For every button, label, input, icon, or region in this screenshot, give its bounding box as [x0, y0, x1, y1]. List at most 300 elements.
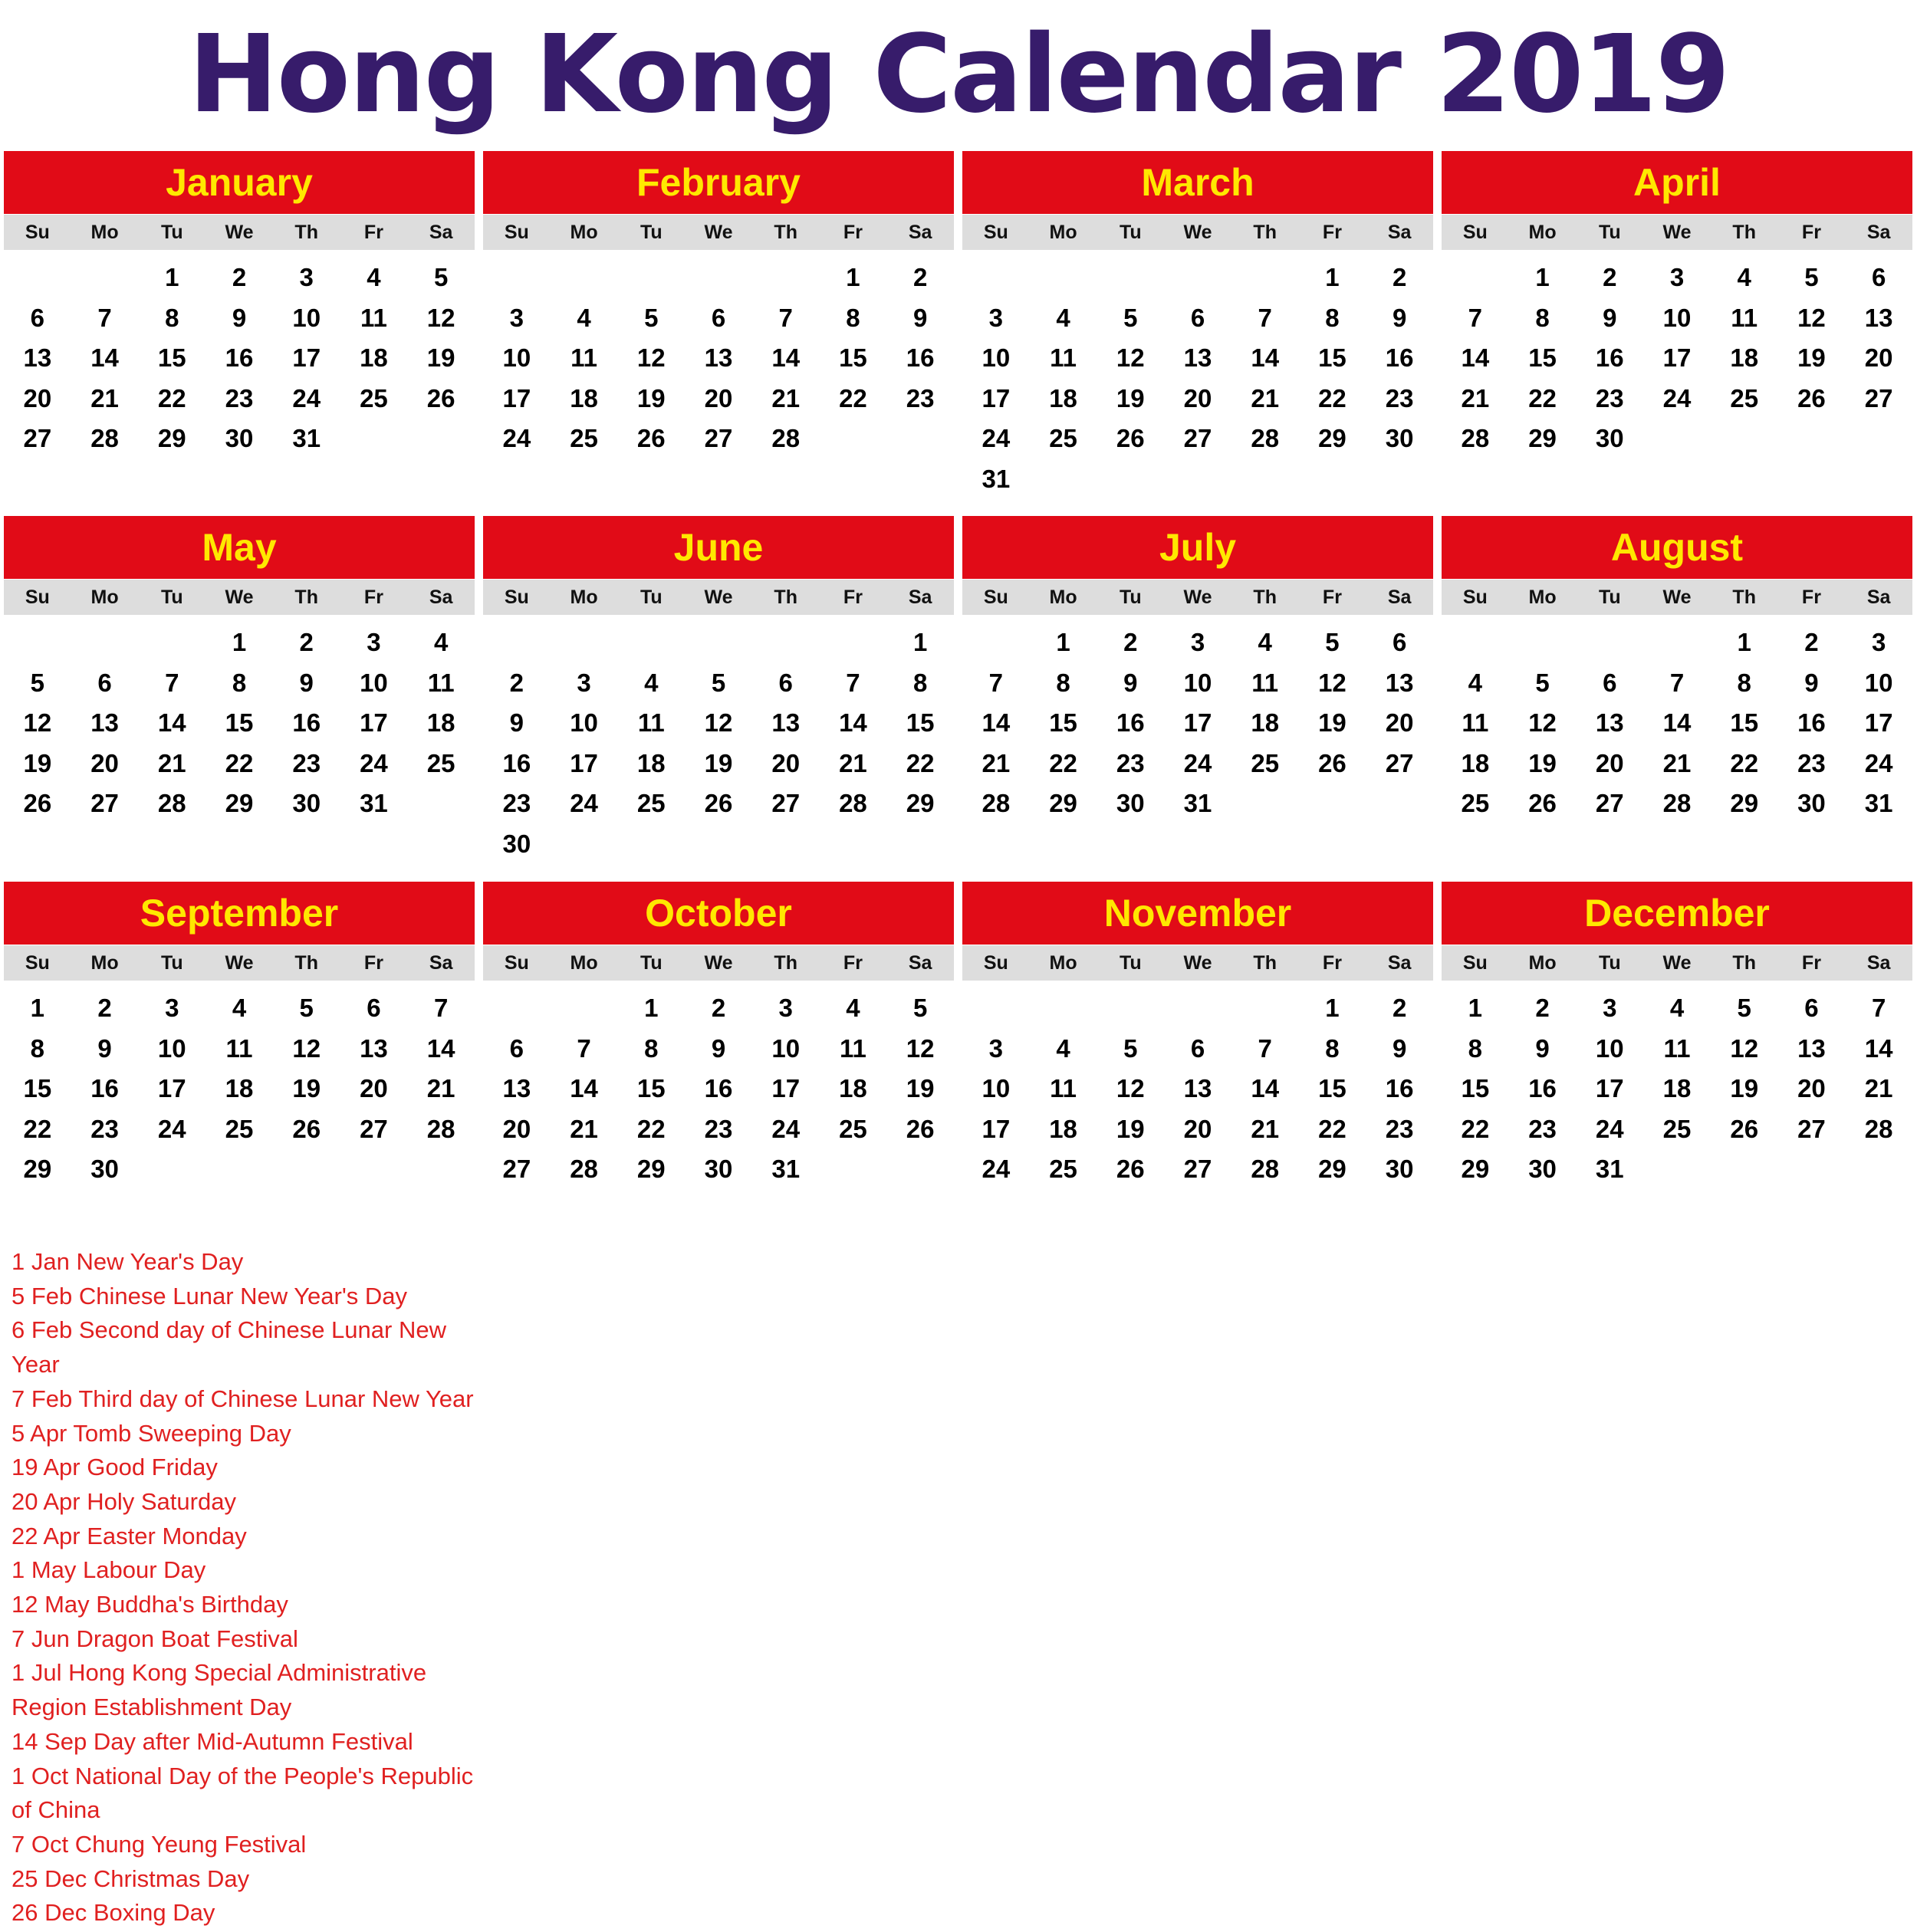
- weekday-label: Sa: [1387, 952, 1412, 974]
- day-cell: 6: [1871, 263, 1886, 291]
- weekday-label: Mo: [1049, 586, 1077, 608]
- day-cell: 13: [1864, 303, 1893, 332]
- month-february: [483, 151, 954, 459]
- day-cell: 30: [502, 829, 531, 858]
- day-cell: 3: [1190, 628, 1205, 656]
- month-april: [1442, 151, 1912, 459]
- day-cell: 3: [367, 628, 381, 656]
- day-cell: 10: [502, 343, 531, 372]
- day-cell: 6: [1190, 303, 1205, 332]
- holiday-item: 1 Jan New Year's Day: [12, 1248, 244, 1275]
- day-cell: 2: [232, 263, 247, 291]
- weekday-label: Tu: [1598, 952, 1621, 974]
- weekday-label: Sa: [429, 586, 453, 608]
- day-cell: 15: [225, 708, 254, 737]
- empty-day-cell: [4, 258, 71, 298]
- day-cell: 9: [1603, 303, 1617, 332]
- weekday-label: Th: [1732, 586, 1756, 608]
- day-cell: 2: [1392, 263, 1407, 291]
- day-cell: 14: [570, 1074, 598, 1102]
- days-grid: [1442, 623, 1912, 824]
- day-cell: 17: [1662, 343, 1692, 372]
- day-cell: 9: [912, 303, 928, 332]
- day-cell: 25: [1662, 1114, 1692, 1143]
- empty-day-cell: [1030, 258, 1097, 298]
- month-march: [962, 151, 1433, 499]
- weekday-label: Sa: [908, 222, 932, 243]
- weekday-row: [4, 215, 475, 250]
- day-cell: 18: [426, 708, 455, 737]
- day-cell: 27: [502, 1155, 531, 1183]
- day-cell: 28: [982, 789, 1011, 817]
- day-cell: 19: [23, 748, 52, 777]
- day-cell: 12: [1116, 343, 1145, 372]
- day-cell: 19: [906, 1074, 935, 1102]
- day-cell: 12: [906, 1033, 935, 1063]
- weekday-label: We: [1662, 952, 1692, 974]
- day-cell: 17: [982, 383, 1011, 412]
- day-cell: 25: [1049, 1155, 1077, 1183]
- day-cell: 25: [839, 1114, 867, 1143]
- day-cell: 12: [1116, 1074, 1145, 1102]
- day-cell: 8: [1056, 668, 1070, 697]
- day-cell: 16: [1595, 343, 1624, 372]
- day-cell: 20: [23, 383, 52, 412]
- days-grid: [4, 988, 475, 1190]
- day-cell: 12: [636, 343, 666, 372]
- day-cell: 13: [1797, 1033, 1826, 1063]
- day-cell: 14: [1251, 343, 1280, 372]
- day-cell: 27: [1183, 424, 1212, 452]
- weekday-row: [962, 945, 1433, 981]
- days-grid: [483, 623, 954, 864]
- weekday-label: Su: [983, 952, 1008, 974]
- day-cell: 29: [636, 1155, 666, 1183]
- weekday-label: Th: [1253, 586, 1277, 608]
- day-cell: 1: [1535, 263, 1550, 291]
- day-cell: 25: [570, 424, 598, 452]
- empty-day-cell: [962, 988, 1030, 1029]
- day-cell: 23: [1385, 383, 1414, 412]
- month-november: [962, 882, 1433, 1190]
- day-cell: 21: [771, 383, 801, 412]
- day-cell: 12: [1730, 1033, 1759, 1063]
- day-cell: 22: [1318, 1114, 1347, 1143]
- empty-day-cell: [483, 258, 551, 298]
- day-cell: 27: [704, 424, 733, 452]
- day-cell: 4: [232, 994, 247, 1022]
- day-cell: 16: [1116, 708, 1145, 737]
- day-cell: 10: [982, 1074, 1011, 1102]
- day-cell: 18: [570, 383, 598, 412]
- days-grid: [962, 623, 1433, 824]
- month-january: [4, 151, 475, 459]
- day-cell: 20: [704, 383, 733, 412]
- day-cell: 4: [644, 668, 659, 697]
- day-cell: 22: [157, 383, 186, 412]
- day-cell: 10: [570, 708, 598, 737]
- day-cell: 1: [165, 263, 179, 291]
- day-cell: 5: [1123, 1033, 1138, 1063]
- month-october: [483, 882, 954, 1190]
- day-cell: 10: [1864, 668, 1893, 697]
- day-cell: 19: [426, 343, 455, 372]
- day-cell: 27: [1595, 789, 1624, 817]
- day-cell: 7: [165, 668, 179, 697]
- month-header: November: [962, 882, 1433, 945]
- holiday-list: [12, 1245, 487, 1930]
- weekday-row: [962, 215, 1433, 250]
- month-august: [1442, 516, 1912, 824]
- month-header: December: [1442, 882, 1912, 945]
- day-cell: 29: [23, 1155, 52, 1183]
- day-cell: 1: [1737, 628, 1751, 656]
- day-cell: 4: [1258, 628, 1272, 656]
- day-cell: 3: [988, 303, 1004, 332]
- weekday-label: Mo: [90, 586, 119, 608]
- day-cell: 3: [1603, 994, 1617, 1022]
- empty-day-cell: [138, 623, 206, 663]
- month-header: October: [483, 882, 954, 945]
- day-cell: 30: [90, 1155, 119, 1183]
- empty-day-cell: [1097, 258, 1164, 298]
- days-grid: [4, 623, 475, 824]
- day-cell: 11: [1663, 1033, 1691, 1063]
- day-cell: 25: [225, 1114, 254, 1143]
- weekday-label: Th: [774, 952, 797, 974]
- month-header: March: [962, 151, 1433, 214]
- day-cell: 21: [570, 1114, 598, 1143]
- month-header: February: [483, 151, 954, 214]
- day-cell: 25: [1730, 383, 1759, 412]
- day-cell: 15: [839, 343, 867, 372]
- day-cell: 29: [157, 424, 186, 452]
- holiday-item: 1 Jul Hong Kong Special Administrative Region Establishment Day: [12, 1659, 427, 1721]
- empty-day-cell: [1231, 258, 1299, 298]
- empty-day-cell: [962, 623, 1030, 663]
- day-cell: 3: [509, 303, 524, 332]
- day-cell: 9: [1535, 1033, 1550, 1063]
- day-cell: 30: [1385, 1155, 1414, 1183]
- holiday-item: 14 Sep Day after Mid-Autumn Festival: [12, 1727, 413, 1755]
- weekday-label: We: [704, 586, 733, 608]
- day-cell: 18: [1049, 1114, 1077, 1143]
- day-cell: 23: [1385, 1114, 1414, 1143]
- weekday-row: [483, 580, 954, 615]
- day-cell: 9: [97, 1033, 112, 1063]
- day-cell: 14: [90, 343, 119, 372]
- day-cell: 17: [1183, 708, 1212, 737]
- day-cell: 30: [292, 789, 321, 817]
- day-cell: 13: [1385, 668, 1414, 697]
- day-cell: 29: [1318, 1155, 1347, 1183]
- day-cell: 2: [1603, 263, 1617, 291]
- day-cell: 18: [225, 1074, 254, 1102]
- empty-day-cell: [1442, 623, 1509, 663]
- day-cell: 30: [1797, 789, 1826, 817]
- weekday-label: Tu: [160, 586, 183, 608]
- empty-day-cell: [1097, 988, 1164, 1029]
- day-cell: 3: [988, 1033, 1004, 1063]
- weekday-label: Mo: [570, 586, 598, 608]
- day-cell: 26: [636, 424, 666, 452]
- day-cell: 24: [1662, 383, 1692, 412]
- day-cell: 19: [1730, 1074, 1759, 1102]
- day-cell: 22: [23, 1114, 52, 1143]
- day-cell: 30: [1385, 424, 1414, 452]
- day-cell: 22: [839, 383, 867, 412]
- day-cell: 18: [839, 1074, 867, 1102]
- day-cell: 25: [360, 383, 388, 412]
- weekday-label: Su: [504, 952, 529, 974]
- day-cell: 17: [1595, 1074, 1624, 1102]
- day-cell: 20: [90, 748, 119, 777]
- weekday-label: Su: [1462, 952, 1488, 974]
- day-cell: 16: [1528, 1074, 1557, 1102]
- day-cell: 11: [225, 1033, 253, 1063]
- day-cell: 17: [1864, 708, 1893, 737]
- day-cell: 23: [1595, 383, 1624, 412]
- day-cell: 9: [1392, 303, 1407, 332]
- day-cell: 6: [509, 1033, 524, 1063]
- day-cell: 29: [1461, 1155, 1490, 1183]
- month-header: May: [4, 516, 475, 579]
- day-cell: 14: [1662, 708, 1692, 737]
- day-cell: 21: [157, 748, 186, 777]
- day-cell: 27: [1864, 383, 1893, 412]
- day-cell: 6: [1603, 668, 1617, 697]
- day-cell: 4: [1669, 994, 1685, 1022]
- day-cell: 22: [1461, 1114, 1490, 1143]
- day-cell: 22: [1528, 383, 1557, 412]
- weekday-row: [962, 580, 1433, 615]
- day-cell: 4: [433, 628, 449, 656]
- day-cell: 18: [1730, 343, 1759, 372]
- weekday-label: Fr: [363, 952, 383, 974]
- weekday-label: Su: [1462, 222, 1488, 243]
- day-cell: 26: [1528, 789, 1557, 817]
- day-cell: 20: [771, 748, 801, 777]
- weekday-row: [483, 945, 954, 981]
- day-cell: 18: [360, 343, 388, 372]
- empty-day-cell: [962, 258, 1030, 298]
- day-cell: 2: [1123, 628, 1138, 656]
- day-cell: 1: [1325, 263, 1340, 291]
- day-cell: 24: [360, 748, 388, 777]
- day-cell: 18: [1662, 1074, 1692, 1102]
- day-cell: 2: [1804, 628, 1819, 656]
- weekday-label: Su: [25, 586, 50, 608]
- day-cell: 22: [1730, 748, 1759, 777]
- day-cell: 25: [636, 789, 666, 817]
- day-cell: 13: [360, 1033, 388, 1063]
- weekday-row: [483, 215, 954, 250]
- day-cell: 11: [637, 708, 665, 737]
- weekday-label: Tu: [1119, 586, 1142, 608]
- empty-day-cell: [820, 623, 887, 663]
- holiday-item: 22 Apr Easter Monday: [12, 1522, 247, 1549]
- day-cell: 12: [292, 1033, 321, 1063]
- weekday-label: Sa: [908, 586, 932, 608]
- empty-day-cell: [617, 623, 685, 663]
- day-cell: 29: [225, 789, 254, 817]
- day-cell: 12: [426, 303, 455, 332]
- day-cell: 29: [906, 789, 935, 817]
- weekday-row: [4, 945, 475, 981]
- holiday-item: 1 Oct National Day of the People's Republic of China: [12, 1762, 474, 1824]
- day-cell: 20: [360, 1074, 388, 1102]
- day-cell: 16: [1385, 1074, 1414, 1102]
- empty-day-cell: [685, 623, 752, 663]
- day-cell: 12: [1318, 668, 1347, 697]
- day-cell: 20: [1595, 748, 1624, 777]
- day-cell: 28: [157, 789, 186, 817]
- day-cell: 28: [771, 424, 801, 452]
- day-cell: 8: [1535, 303, 1550, 332]
- day-cell: 11: [839, 1033, 866, 1063]
- weekday-label: Fr: [1801, 222, 1821, 243]
- day-cell: 27: [23, 424, 52, 452]
- day-cell: 26: [23, 789, 52, 817]
- day-cell: 15: [1318, 343, 1347, 372]
- day-cell: 9: [711, 1033, 726, 1063]
- day-cell: 4: [577, 303, 591, 332]
- weekday-label: Sa: [1866, 222, 1891, 243]
- weekday-label: Fr: [363, 222, 383, 243]
- month-header: January: [4, 151, 475, 214]
- weekday-label: Th: [294, 952, 318, 974]
- holiday-item: 26 Dec Boxing Day: [12, 1899, 215, 1927]
- weekday-label: We: [1183, 222, 1212, 243]
- weekday-label: Fr: [363, 586, 383, 608]
- day-cell: 15: [1730, 708, 1759, 737]
- day-cell: 26: [1730, 1114, 1759, 1143]
- day-cell: 21: [1662, 748, 1692, 777]
- day-cell: 10: [1183, 668, 1212, 697]
- weekday-row: [1442, 580, 1912, 615]
- day-cell: 20: [1183, 1114, 1212, 1143]
- empty-day-cell: [1164, 988, 1231, 1029]
- day-cell: 31: [360, 789, 388, 817]
- empty-day-cell: [483, 623, 551, 663]
- days-grid: [483, 988, 954, 1190]
- weekday-label: Sa: [1387, 586, 1412, 608]
- weekday-label: Th: [1253, 222, 1277, 243]
- holiday-item: 7 Jun Dragon Boat Festival: [12, 1625, 298, 1652]
- weekday-row: [4, 580, 475, 615]
- day-cell: 21: [1461, 383, 1490, 412]
- day-cell: 6: [1190, 1033, 1205, 1063]
- day-cell: 17: [570, 748, 598, 777]
- day-cell: 1: [846, 263, 860, 291]
- weekday-label: We: [1662, 586, 1692, 608]
- day-cell: 21: [1251, 383, 1280, 412]
- day-cell: 28: [1864, 1114, 1893, 1143]
- days-grid: [4, 258, 475, 459]
- day-cell: 27: [1385, 748, 1414, 777]
- day-cell: 7: [1871, 994, 1886, 1022]
- day-cell: 27: [90, 789, 119, 817]
- day-cell: 10: [1662, 303, 1692, 332]
- day-cell: 7: [433, 994, 449, 1022]
- day-cell: 20: [1183, 383, 1212, 412]
- day-cell: 5: [711, 668, 726, 697]
- month-june: [483, 516, 954, 864]
- day-cell: 16: [704, 1074, 733, 1102]
- empty-day-cell: [1164, 258, 1231, 298]
- day-cell: 23: [292, 748, 321, 777]
- empty-day-cell: [617, 258, 685, 298]
- day-cell: 6: [30, 303, 45, 332]
- day-cell: 15: [636, 1074, 666, 1102]
- day-cell: 9: [1123, 668, 1138, 697]
- day-cell: 14: [1251, 1074, 1280, 1102]
- day-cell: 4: [1737, 263, 1751, 291]
- day-cell: 11: [1462, 708, 1489, 737]
- day-cell: 26: [426, 383, 455, 412]
- day-cell: 11: [1731, 303, 1758, 332]
- day-cell: 1: [232, 628, 247, 656]
- day-cell: 7: [778, 303, 793, 332]
- weekday-label: Fr: [843, 222, 863, 243]
- holiday-item: 20 Apr Holy Saturday: [12, 1487, 236, 1515]
- holiday-item: 5 Apr Tomb Sweeping Day: [12, 1419, 291, 1447]
- day-cell: 12: [1797, 303, 1826, 332]
- weekday-label: Mo: [1528, 952, 1557, 974]
- day-cell: 11: [1050, 1074, 1077, 1102]
- day-cell: 30: [225, 424, 254, 452]
- day-cell: 24: [771, 1114, 801, 1143]
- day-cell: 24: [1183, 748, 1212, 777]
- day-cell: 5: [299, 994, 314, 1022]
- day-cell: 23: [906, 383, 935, 412]
- day-cell: 6: [778, 668, 793, 697]
- day-cell: 21: [1864, 1074, 1893, 1102]
- weekday-label: We: [225, 952, 254, 974]
- day-cell: 9: [232, 303, 247, 332]
- day-cell: 3: [299, 263, 314, 291]
- day-cell: 14: [839, 708, 867, 737]
- day-cell: 27: [1797, 1114, 1826, 1143]
- weekday-label: Mo: [90, 222, 119, 243]
- month-may: [4, 516, 475, 824]
- day-cell: 8: [30, 1033, 45, 1063]
- day-cell: 4: [1056, 1033, 1070, 1063]
- weekday-label: Tu: [160, 952, 183, 974]
- month-header: June: [483, 516, 954, 579]
- day-cell: 22: [1049, 748, 1077, 777]
- day-cell: 3: [165, 994, 179, 1022]
- day-cell: 17: [360, 708, 388, 737]
- day-cell: 27: [771, 789, 801, 817]
- weekday-label: Su: [25, 222, 50, 243]
- empty-day-cell: [752, 258, 820, 298]
- days-grid: [483, 258, 954, 459]
- weekday-label: Fr: [1801, 586, 1821, 608]
- day-cell: 28: [1662, 789, 1692, 817]
- day-cell: 11: [1251, 668, 1279, 697]
- weekday-label: Fr: [843, 586, 863, 608]
- day-cell: 21: [90, 383, 119, 412]
- empty-day-cell: [1030, 988, 1097, 1029]
- day-cell: 28: [1251, 424, 1280, 452]
- day-cell: 21: [1251, 1114, 1280, 1143]
- day-cell: 10: [292, 303, 321, 332]
- day-cell: 4: [367, 263, 381, 291]
- day-cell: 23: [1528, 1114, 1557, 1143]
- day-cell: 10: [982, 343, 1011, 372]
- weekday-label: Sa: [1387, 222, 1412, 243]
